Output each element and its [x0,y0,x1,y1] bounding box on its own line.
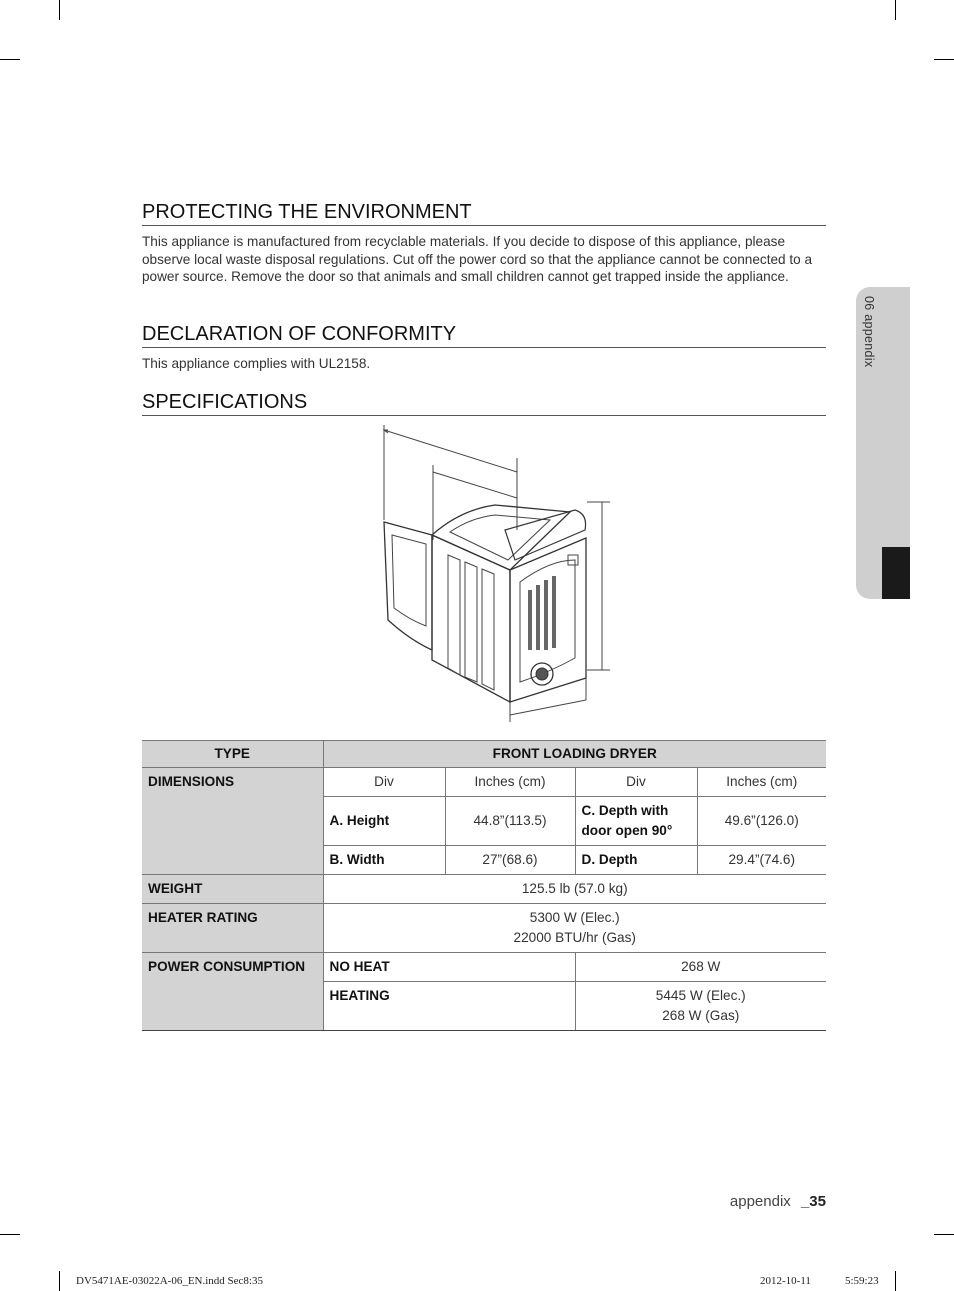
depth-open-value: 49.6”(126.0) [697,797,826,846]
side-tab-label: 06 appendix [862,296,876,368]
crop-mark [0,1234,20,1235]
slug-file: DV5471AE-03022A-06_EN.indd Sec8:35 [76,1275,263,1287]
height-label: A. Height [323,797,445,846]
depth-label: D. Depth [575,846,697,875]
width-value: 27”(68.6) [445,846,575,875]
heating-label: HEATING [323,982,575,1031]
heater-value-gas: 22000 BTU/hr (Gas) [513,930,636,945]
heating-value [575,982,826,1031]
crop-mark [895,0,896,20]
slug-date: 2012-10-11 [760,1275,811,1287]
crop-mark [934,1234,954,1235]
crop-mark [59,0,60,20]
dimensions-label: DIMENSIONS [142,768,323,875]
specifications-heading: SPECIFICATIONS [142,390,826,416]
no-heat-label: NO HEAT [323,953,575,982]
crop-mark [934,59,954,60]
side-tab-marker [882,547,910,599]
type-label: TYPE [142,741,323,768]
weight-value: 125.5 lb (57.0 kg) [323,875,826,904]
heater-value [323,904,826,953]
footer-section-name: appendix [729,1193,791,1210]
no-heat-value: 268 W [575,953,826,982]
depth-value: 29.4”(74.6) [697,846,826,875]
height-value: 44.8”(113.5) [445,797,575,846]
type-value: FRONT LOADING DRYER [323,741,826,768]
depth-open-label: C. Depth with door open 90° [575,797,697,846]
heater-label: HEATER RATING [142,904,323,953]
width-label: B. Width [323,846,445,875]
dryer-dimension-diagram [370,420,620,725]
weight-label: WEIGHT [142,875,323,904]
crop-mark [895,1271,896,1291]
power-label: POWER CONSUMPTION [142,953,323,1031]
dim-header-inches: Inches (cm) [445,768,575,797]
page-footer [730,1193,826,1210]
heating-value-gas: 268 W (Gas) [662,1008,740,1023]
conformity-heading: DECLARATION OF CONFORMITY [142,322,826,348]
page-number: _35 [800,1193,826,1210]
heating-value-elec: 5445 W (Elec.) [655,988,746,1003]
slug-time: 5:59:23 [845,1275,879,1287]
dim-header-inches: Inches (cm) [697,768,826,797]
dim-header-div: Div [323,768,445,797]
crop-mark [0,59,20,60]
dim-header-div: Div [575,768,697,797]
specifications-table [142,740,826,1031]
environment-heading: PROTECTING THE ENVIRONMENT [142,200,826,226]
environment-body: This appliance is manufactured from recyclable materials. If you decide to dispose of this appliance, please observe local waste disposal regulations. Cut off the power cord so that the appliance cannot be connected to a power source. Remove the door so that animals and small children cannot get trapped inside the appliance. [142,234,813,285]
heater-value-elec: 5300 W (Elec.) [529,910,620,925]
crop-mark [59,1271,60,1291]
conformity-body: This appliance complies with UL2158. [142,356,371,371]
